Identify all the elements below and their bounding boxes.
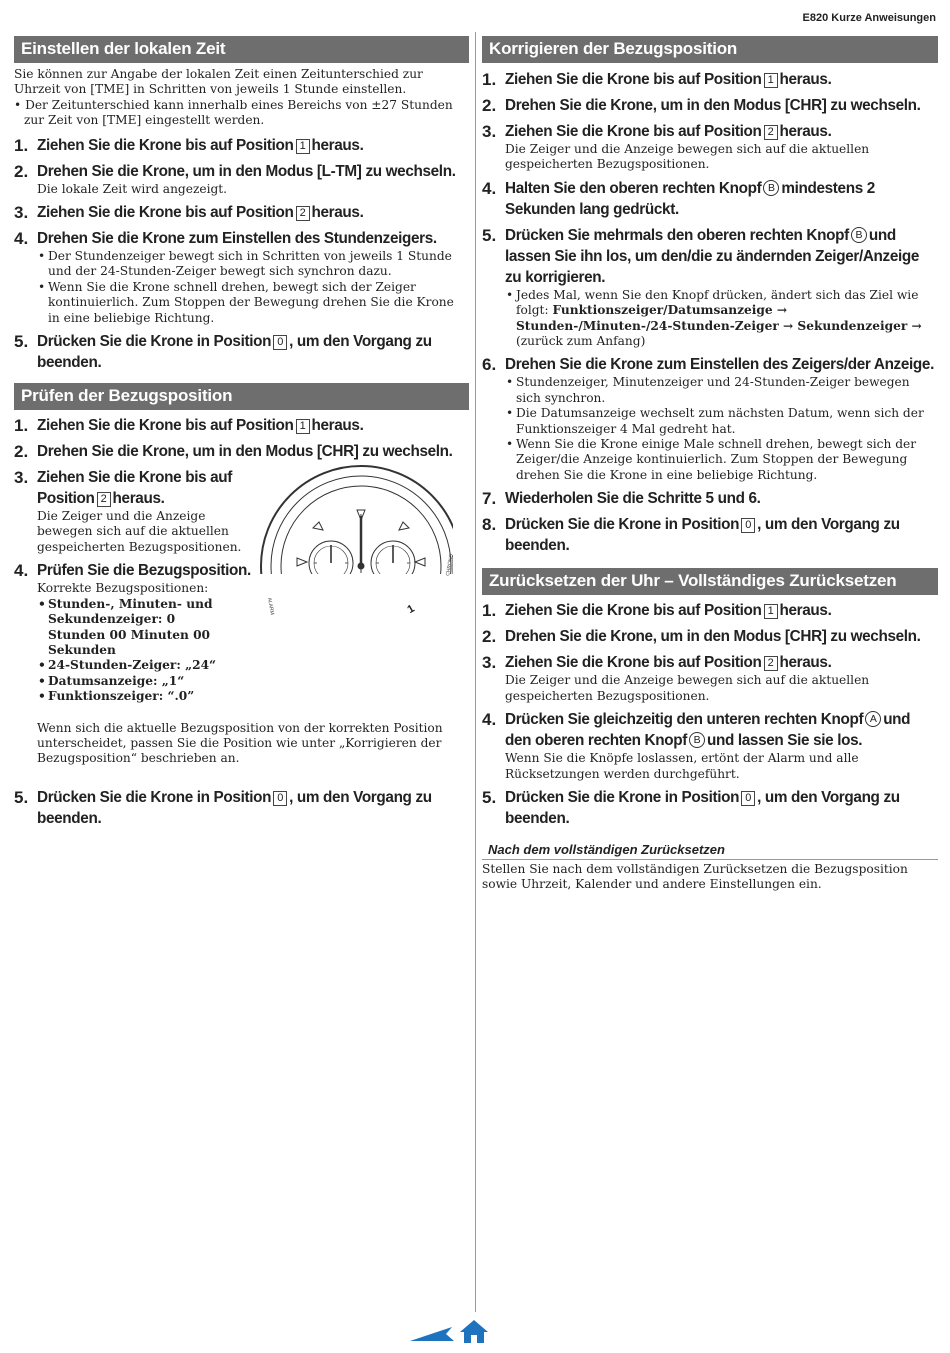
step-text: Ziehen Sie die Krone bis auf Position [37, 417, 294, 435]
step [482, 626, 938, 647]
step-bullet: • Wenn Sie die Krone einige Male schnell drehen, bewegt sich der Zeiger/die Anzeige kontinuierlich. Zum Stoppen der Bewegung drehen Sie die Krone in eine beliebige Richtung. [505, 437, 938, 483]
position-box: 0 [741, 791, 755, 806]
step-bullet: • Die Datumsanzeige wechselt zum nächsten Datum, wenn sich der Funktionszeiger 4 Mal gedreht hat. [505, 406, 938, 437]
step-bullet: • Der Stundenzeiger bewegt sich in Schritten von jeweils 1 Stunde und der 24-Stunden-Zeiger bewegt sich synchron dazu. [37, 249, 469, 280]
step-title [505, 709, 938, 751]
step [14, 787, 469, 829]
step [14, 161, 469, 197]
step-text: Halten Sie den oberen rechten Knopf [505, 179, 762, 197]
position-box: 1 [764, 604, 778, 619]
position-box: 0 [741, 518, 755, 533]
step-text: Drücken Sie die Krone in Position [37, 333, 272, 351]
step-text: Position [37, 490, 95, 508]
step-note: Die lokale Zeit wird angezeigt. [37, 181, 228, 196]
step [14, 202, 469, 223]
step-number: 4. [482, 178, 497, 198]
step-note: Korrekte Bezugspositionen: [37, 581, 209, 596]
step-note: Wenn Sie die Knöpfe loslassen, ertönt der Alarm und alle Rücksetzungen werden durchgeführt. [505, 751, 859, 781]
position-box: 1 [296, 419, 310, 434]
intro-text: Sie können zur Angabe der lokalen Zeit einen Zeitunterschied zur Uhrzeit von [TME] in Schritten von jeweils 1 Stunde einstellen. [14, 67, 423, 97]
step-text: mindestens 2 Sekunden lang gedrückt. [505, 179, 875, 218]
step-number: 5. [482, 225, 497, 245]
step-number: 6. [482, 355, 497, 375]
document-label: E820 Kurze Anweisungen [802, 12, 936, 24]
after-reset-text: Stellen Sie nach dem vollständigen Zurücksetzen die Bezugsposition sowie Uhrzeit, Kalender und andere Einstellungen ein. [482, 861, 908, 892]
step-text: Ziehen Sie die Krone bis auf Position [505, 123, 762, 140]
step-title: Drehen Sie die Krone, um in den Modus [CHR] zu wechseln. [505, 628, 921, 646]
position-box: 1 [764, 73, 778, 88]
step-title: Drehen Sie die Krone zum Einstellen des Zeigers/der Anzeige. [505, 356, 934, 374]
step-number: 1. [14, 135, 29, 155]
step-text: Drücken Sie die Krone in Position [505, 516, 740, 534]
step-number: 2. [482, 627, 497, 647]
step-bullet: • 24-Stunden-Zeiger: „24“ [37, 658, 469, 673]
step-title [505, 69, 938, 90]
step [14, 331, 469, 373]
step-number: 8. [482, 515, 497, 535]
step-text: , um den Vorgang zu beenden. [505, 516, 900, 555]
step-title [505, 514, 938, 556]
step [482, 787, 938, 829]
step-text: Ziehen Sie die Krone bis auf Position [505, 71, 762, 88]
position-box: 0 [273, 335, 287, 350]
step-bullet [505, 288, 938, 350]
section-heading-lokale-zeit: Einstellen der lokalen Zeit [14, 36, 469, 63]
step-number: 3. [482, 653, 497, 673]
section-heading-korrigieren: Korrigieren der Bezugsposition [482, 36, 938, 63]
step-number: 5. [14, 787, 29, 807]
footer-navigation [408, 1317, 498, 1347]
step-number: 7. [482, 489, 497, 509]
step-number: 4. [482, 710, 497, 730]
step-bullet: • Funktionszeiger: “.0” [37, 689, 469, 704]
step-title [505, 178, 938, 220]
step-number: 4. [14, 561, 29, 581]
step-note: Die Zeiger und die Anzeige bewegen sich auf die aktuellen gespeicherten Bezugspositionen. [505, 673, 870, 703]
step-bullet: • Wenn Sie die Krone schnell drehen, bewegt sich der Zeiger kontinuierlich. Zum Stoppen der Bewegung drehen Sie die Krone in eine beliebige Richtung. [37, 280, 469, 326]
button-b-icon: B [689, 732, 705, 748]
watch-bezel-text-left: ALARM [266, 597, 275, 616]
step [482, 225, 938, 350]
step-title [505, 787, 938, 829]
step [482, 95, 938, 116]
step-text: und lassen Sie ihn los, um den/die zu ändernden Zeiger/Anzeige zu korrigieren. [505, 226, 920, 286]
back-arrow-icon[interactable] [410, 1327, 454, 1341]
button-b-icon: B [851, 227, 867, 243]
subsection-heading: Nach dem vollständigen Zurücksetzen [482, 841, 938, 860]
step-title [37, 467, 252, 509]
step-text: heraus. [779, 71, 832, 88]
step-text: Drücken Sie die Krone in Position [505, 788, 740, 806]
step-title: Drehen Sie die Krone, um in den Modus [L-TM] zu wechseln. [37, 162, 456, 180]
position-box: 2 [97, 492, 111, 507]
step-number: 3. [14, 468, 29, 488]
step-text: Ziehen Sie die Krone bis auf Position [505, 602, 762, 620]
step-text: , um den Vorgang zu beenden. [37, 333, 432, 372]
step-note: Die Zeiger und die Anzeige bewegen sich auf die aktuellen gespeicherten Bezugspositionen. [505, 142, 870, 172]
home-icon[interactable] [460, 1320, 488, 1343]
step [482, 600, 938, 621]
step-number: 4. [14, 229, 29, 249]
step-title [505, 225, 938, 288]
position-box: 2 [764, 656, 778, 671]
step-bullet: • Stunden-, Minuten- und Sekundenzeiger: 0 Stunden 00 Minuten 00 Sekunden [37, 597, 232, 659]
step-text: Ziehen Sie die Krone bis auf Position [37, 204, 294, 222]
step-title [505, 652, 938, 673]
step-text: heraus. [112, 490, 165, 508]
step-number: 2. [482, 96, 497, 115]
step [482, 178, 938, 220]
step-text: heraus. [311, 204, 364, 222]
watch-date-text: 1 [405, 602, 417, 617]
step-title: Prüfen Sie die Bezugsposition. [37, 562, 251, 580]
position-box: 0 [273, 791, 287, 806]
step-text: und den oberen rechten Knopf [505, 711, 911, 750]
step [482, 652, 938, 704]
step [482, 69, 938, 90]
step-title [505, 121, 938, 142]
step-number: 3. [482, 122, 497, 141]
step-title [37, 135, 469, 156]
step-title [505, 600, 938, 621]
step-title: Drehen Sie die Krone, um in den Modus [CHR] zu wechseln. [505, 97, 921, 114]
step-text: heraus. [779, 123, 832, 140]
step [14, 415, 469, 436]
column-divider [475, 32, 476, 1312]
step-number: 5. [482, 787, 497, 807]
step-text: Ziehen Sie die Krone bis auf Position [505, 654, 762, 672]
step [482, 488, 938, 509]
step-title [37, 787, 469, 829]
step-title: Drehen Sie die Krone, um in den Modus [CHR] zu wechseln. [37, 443, 453, 461]
step [482, 514, 938, 556]
step-note: Wenn sich die aktuelle Bezugsposition von der korrekten Position unterscheidet, passen Sie die Position wie unter „Korrigieren der Bezugsposition“ beschrieben an. [37, 720, 443, 766]
step-title [37, 415, 469, 436]
step-text: heraus. [311, 417, 364, 435]
step-text: Drücken Sie mehrmals den oberen rechten Knopf [505, 226, 849, 244]
step [482, 121, 938, 173]
step-title [37, 331, 469, 373]
step-number: 1. [482, 601, 497, 621]
watch-illustration [253, 448, 455, 617]
step-number: 2. [14, 161, 29, 181]
bullet-text: Jedes Mal, wenn Sie den Knopf drücken, ändert sich das Ziel wie folgt: [516, 287, 919, 318]
step-title: Drehen Sie die Krone zum Einstellen des Stundenzeigers. [37, 230, 437, 248]
step-text: Drücken Sie die Krone in Position [37, 788, 272, 806]
position-box: 2 [764, 125, 778, 140]
step-text: heraus. [311, 136, 364, 154]
step-bullet: • Datumsanzeige: „1“ [37, 674, 469, 689]
step [482, 354, 938, 483]
step-text: , um den Vorgang zu beenden. [37, 788, 432, 827]
step [482, 709, 938, 782]
watch-bezel-text-right: CHRONO [445, 553, 455, 577]
step-note: Die Zeiger und die Anzeige bewegen sich auf die aktuellen gespeicherten Bezugspositionen. [37, 509, 242, 554]
right-column [482, 36, 938, 893]
step-number: 3. [14, 203, 29, 223]
step-text: Ziehen Sie die Krone bis auf [37, 469, 233, 487]
step-text: Drücken Sie gleichzeitig den unteren rechten Knopf [505, 711, 864, 729]
step-text: heraus. [779, 602, 832, 620]
position-box: 2 [296, 206, 310, 221]
step-text: , um den Vorgang zu beenden. [505, 788, 900, 827]
step-title [37, 202, 469, 223]
step-number: 1. [482, 70, 497, 89]
section-heading-pruefen: Prüfen der Bezugsposition [14, 383, 469, 410]
bullet-text: (zurück zum Anfang) [516, 334, 646, 349]
button-a-icon: A [865, 711, 881, 727]
step [14, 228, 469, 326]
step-text: und lassen Sie sie los. [706, 732, 863, 750]
bullet-sequence: Funktionszeiger/Datumsanzeige → Stunden-/Minuten-/24-Stunden-Zeiger → Sekundenzeiger → [516, 303, 922, 333]
step-text: Ziehen Sie die Krone bis auf Position [37, 136, 294, 154]
left-column [14, 36, 469, 829]
step [14, 135, 469, 156]
intro-bullet: • Der Zeitunterschied kann innerhalb eines Bereichs von ±27 Stunden zur Zeit von [TME] eingestellt werden. [14, 98, 469, 129]
section-heading-zuruecksetzen: Zurücksetzen der Uhr – Vollständiges Zurücksetzen [482, 568, 938, 595]
step-number: 2. [14, 442, 29, 462]
position-box: 1 [296, 139, 310, 154]
step-bullet: • Stundenzeiger, Minutenzeiger und 24-Stunden-Zeiger bewegen sich synchron. [505, 375, 938, 406]
step [14, 560, 469, 766]
step-number: 1. [14, 416, 29, 436]
step-text: heraus. [779, 654, 832, 672]
button-b-icon: B [763, 180, 779, 196]
step-title: Wiederholen Sie die Schritte 5 und 6. [505, 490, 761, 508]
step-number: 5. [14, 332, 29, 352]
